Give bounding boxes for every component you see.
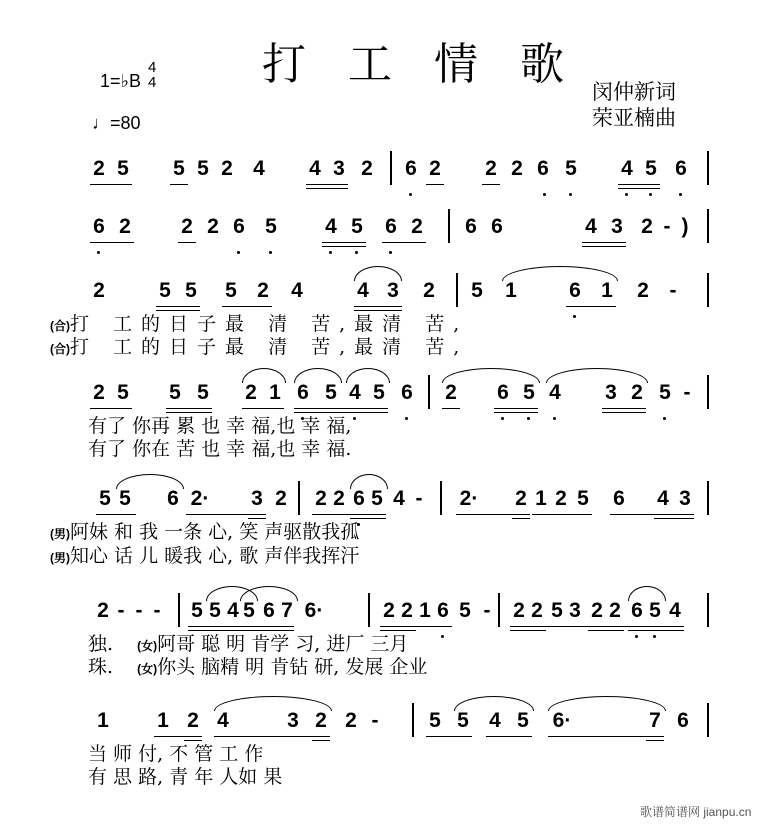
barline [178,593,180,627]
note: - [135,599,143,622]
note: 1 [269,381,281,404]
note: 6· [304,599,324,622]
slur [350,474,388,489]
slur [502,266,618,281]
lyric-text: 独. [88,633,114,655]
slur [354,266,402,281]
slur [214,696,332,711]
note: 2 [609,599,621,622]
note: 1 [419,599,431,622]
barline [707,703,709,737]
tempo-mark: ♩=80 [92,113,141,133]
note: 7 [281,599,293,622]
beam [322,242,366,243]
low-octave-dot [329,251,332,254]
note: 1 [535,487,547,510]
note: 2 [429,157,441,180]
note: - [415,487,423,510]
composer-credit: 荣亚楠曲 [592,106,676,130]
note: 6 [497,381,509,404]
note: 6 [675,157,687,180]
note: 2 [411,215,423,238]
beam [426,736,472,737]
note: - [153,599,161,622]
note: 5 [523,381,535,404]
beam [188,626,294,627]
note: - [683,381,691,404]
note: 3 [679,487,691,510]
note: 5 [191,599,203,622]
note: 6 [677,709,689,732]
note: 5 [471,279,483,302]
note: 4 [621,157,633,180]
note: 5 [265,215,277,238]
low-octave-dot [441,635,444,638]
note: 6 [93,215,105,238]
note: 5 [645,157,657,180]
note: 2 [555,487,567,510]
note: 3 [287,709,299,732]
low-octave-dot [649,193,652,196]
beam [426,184,444,185]
slur [442,368,540,383]
note: 5 [373,381,385,404]
note: 1 [505,279,517,302]
note: 5 [159,279,171,302]
low-octave-dot [663,417,666,420]
beam [602,412,646,413]
score-row-2 [90,215,710,263]
key-signature: 1=♭B [100,71,142,91]
low-octave-dot [501,417,504,420]
note: 1 [97,709,109,732]
note: 6 [491,215,503,238]
low-octave-dot [569,193,572,196]
note: 3 [569,599,581,622]
barline [440,481,442,515]
beam [90,242,134,243]
note: 2 [361,157,373,180]
low-octave-dot [409,193,412,196]
lyric-text: 珠. [88,656,114,678]
beam [494,412,538,413]
note: 5 [197,157,209,180]
note: ) [681,215,689,238]
note: 6 [631,599,643,622]
note: 3 [605,381,617,404]
lyric-text: 知心 话 儿 暖我 心, 歌 声伴我挥汗 [70,545,360,567]
barline [707,481,709,515]
lyricist-credit: 闵仲新词 [592,80,676,104]
beam [90,184,132,185]
barline [368,593,370,627]
note: 2· [190,487,210,510]
song-title: 打 工 情 歌 [262,39,578,90]
note: 5 [577,487,589,510]
note: 4 [349,381,361,404]
note: 2 [93,279,105,302]
beam [646,740,664,741]
note: 2 [383,599,395,622]
note: 5 [119,487,131,510]
beam [494,408,538,409]
note: 7 [649,709,661,732]
part-tag: (女) [137,639,158,653]
beam [610,514,694,515]
lyric-text: 打 工的日子最 清 苦,最清 苦, [70,313,469,335]
low-octave-dot [573,315,576,318]
beam [486,736,532,737]
beam [380,626,452,627]
note: 2 [119,215,131,238]
note: - [483,599,491,622]
note: 5 [351,215,363,238]
note: 4 [291,279,303,302]
part-tag: (男) [50,551,70,565]
note: 2· [459,487,479,510]
part-tag: (合) [50,342,70,356]
beam [154,736,202,737]
note: 1 [157,709,169,732]
beam [628,630,684,631]
slur [240,586,298,601]
note: 3 [333,157,345,180]
note: 6 [613,487,625,510]
note: 2 [445,381,457,404]
beam [510,626,684,627]
beam [96,514,136,515]
note: 6 [297,381,309,404]
beam [156,306,200,307]
note: 4 [585,215,597,238]
barline [498,593,500,627]
note: 6 [233,215,245,238]
note: 5 [457,709,469,732]
note: 5 [517,709,529,732]
note: 4 [393,487,405,510]
part-tag: (女) [137,662,158,676]
beam [322,246,366,247]
beam [312,740,330,741]
note: 5 [371,487,383,510]
beam [186,514,266,515]
barline [428,375,430,409]
barline [707,209,709,243]
note: 2 [221,157,233,180]
note: 2 [513,599,525,622]
barline [298,481,300,515]
beam [510,630,546,631]
lyric-line-4a: 有了 你再 累 也 幸 福,也 幸 福, [88,415,352,437]
note: 2 [401,599,413,622]
lyric-line-6b [88,652,427,679]
note: 4 [669,599,681,622]
note: 5 [173,157,185,180]
low-octave-dot [625,193,628,196]
slur [116,474,184,489]
note: 2 [345,709,357,732]
beam [618,184,660,185]
beam [548,736,664,737]
note: 2 [257,279,269,302]
slur [454,696,534,711]
slur [346,368,390,383]
part-tag: (合) [50,319,70,333]
barline [456,273,458,307]
part-tag: (男) [50,527,70,541]
barline [707,593,709,627]
slur [294,368,342,383]
beam [222,306,272,307]
note: 2 [333,487,345,510]
note: 5 [325,381,337,404]
low-octave-dot [679,193,682,196]
beam [312,514,386,515]
note: 4 [489,709,501,732]
barline [707,151,709,185]
note: 5 [649,599,661,622]
note: 5 [551,599,563,622]
note: 6 [437,599,449,622]
lyric-text: 打 工的日子最 清 苦,最清 苦, [70,336,469,358]
note: 5 [209,599,221,622]
note: 2 [315,709,327,732]
note: 4 [549,381,561,404]
low-octave-dot [635,635,638,638]
slur [546,368,648,383]
note: 4 [227,599,239,622]
note: 2 [641,215,653,238]
note: 5 [659,381,671,404]
barline [707,375,709,409]
note: - [669,279,677,302]
note: 2 [187,709,199,732]
note: 2 [315,487,327,510]
low-octave-dot [543,193,546,196]
beam [242,408,284,409]
beam [354,306,402,307]
beam [582,246,626,247]
barline [707,273,709,307]
note: 2 [97,599,109,622]
beam [306,188,348,189]
lyric-line-7a: 当 师 付, 不 管 工 作 [88,743,264,765]
note: 5 [117,157,129,180]
note: 2 [485,157,497,180]
beam [482,184,500,185]
low-octave-dot [269,251,272,254]
low-octave-dot [389,251,392,254]
note: 6 [167,487,179,510]
lyric-line-7b: 有 思 路, 青 年 人如 果 [88,766,283,788]
note: 5 [117,381,129,404]
beam [306,184,348,185]
beam [214,736,330,737]
beam [90,408,132,409]
note: 6 [405,157,417,180]
note: 2 [181,215,193,238]
barline [448,209,450,243]
note: 2 [515,487,527,510]
note: 2 [207,215,219,238]
note: 5 [225,279,237,302]
low-octave-dot [527,417,530,420]
note: 2 [531,599,543,622]
note: 2 [275,487,287,510]
low-octave-dot [405,417,408,420]
note: 6 [263,599,275,622]
note: 2 [631,381,643,404]
beam [178,242,196,243]
low-octave-dot [237,251,240,254]
note: 5 [459,599,471,622]
beam [166,408,212,409]
note: 6 [401,381,413,404]
beam [512,518,530,519]
note: 5 [185,279,197,302]
beam [618,188,660,189]
note: 6 [465,215,477,238]
low-octave-dot [353,417,356,420]
lyric-line-3b [50,332,468,359]
beam [582,242,626,243]
beam [588,630,624,631]
note: 6 [385,215,397,238]
note: 4 [253,157,265,180]
low-octave-dot [653,635,656,638]
note: 2 [591,599,603,622]
note: 4 [657,487,669,510]
note: 4 [217,709,229,732]
note: 3 [387,279,399,302]
lyric-line-5a [50,517,359,544]
beam [170,184,188,185]
note: 4 [325,215,337,238]
lyric-text: 阿哥 聪 明 肯学 习, 进厂 三月 [157,633,409,655]
note: 2 [93,381,105,404]
note: 5 [169,381,181,404]
beam [532,514,592,515]
note: 4 [357,279,369,302]
note: 2 [423,279,435,302]
slur [242,368,286,383]
note: 5 [197,381,209,404]
barline [390,151,392,185]
slur [548,696,666,711]
beam [442,408,460,409]
low-octave-dot [553,417,556,420]
note: 4 [309,157,321,180]
low-octave-dot [97,251,100,254]
note: 6 [569,279,581,302]
note: - [117,599,125,622]
time-top: 4 [148,59,157,76]
note: 1 [601,279,613,302]
note: 5 [429,709,441,732]
lyric-line-5b [50,541,359,568]
note: 2 [637,279,649,302]
note: 2 [93,157,105,180]
beam [382,242,426,243]
note: 3 [611,215,623,238]
time-signature [148,60,156,90]
note: 5 [243,599,255,622]
note: - [371,709,379,732]
score-row-1 [90,157,710,205]
note: 2 [511,157,523,180]
beam [654,518,694,519]
note: - [663,215,671,238]
low-octave-dot [355,251,358,254]
lyric-text: 阿妹 和 我 一条 心, 笑 声驱散我孤 [70,521,360,543]
barline [412,703,414,737]
note: 3 [251,487,263,510]
lyric-line-4b: 有了 你在 苦 也 幸 福,也 幸 福. [88,438,352,460]
slur [628,586,666,601]
beam [294,408,388,409]
note: 6· [552,709,572,732]
beam [456,514,530,515]
watermark: 歌谱简谱网 jianpu.cn [640,805,752,819]
beam [602,408,646,409]
note: 6 [353,487,365,510]
note: 5 [565,157,577,180]
beam [566,306,616,307]
time-bottom: 4 [148,74,157,91]
note: 6 [537,157,549,180]
note: 2 [245,381,257,404]
note: 5 [99,487,111,510]
lyric-text: 你头 脑精 明 肯钻 研, 发展 企业 [157,656,428,678]
